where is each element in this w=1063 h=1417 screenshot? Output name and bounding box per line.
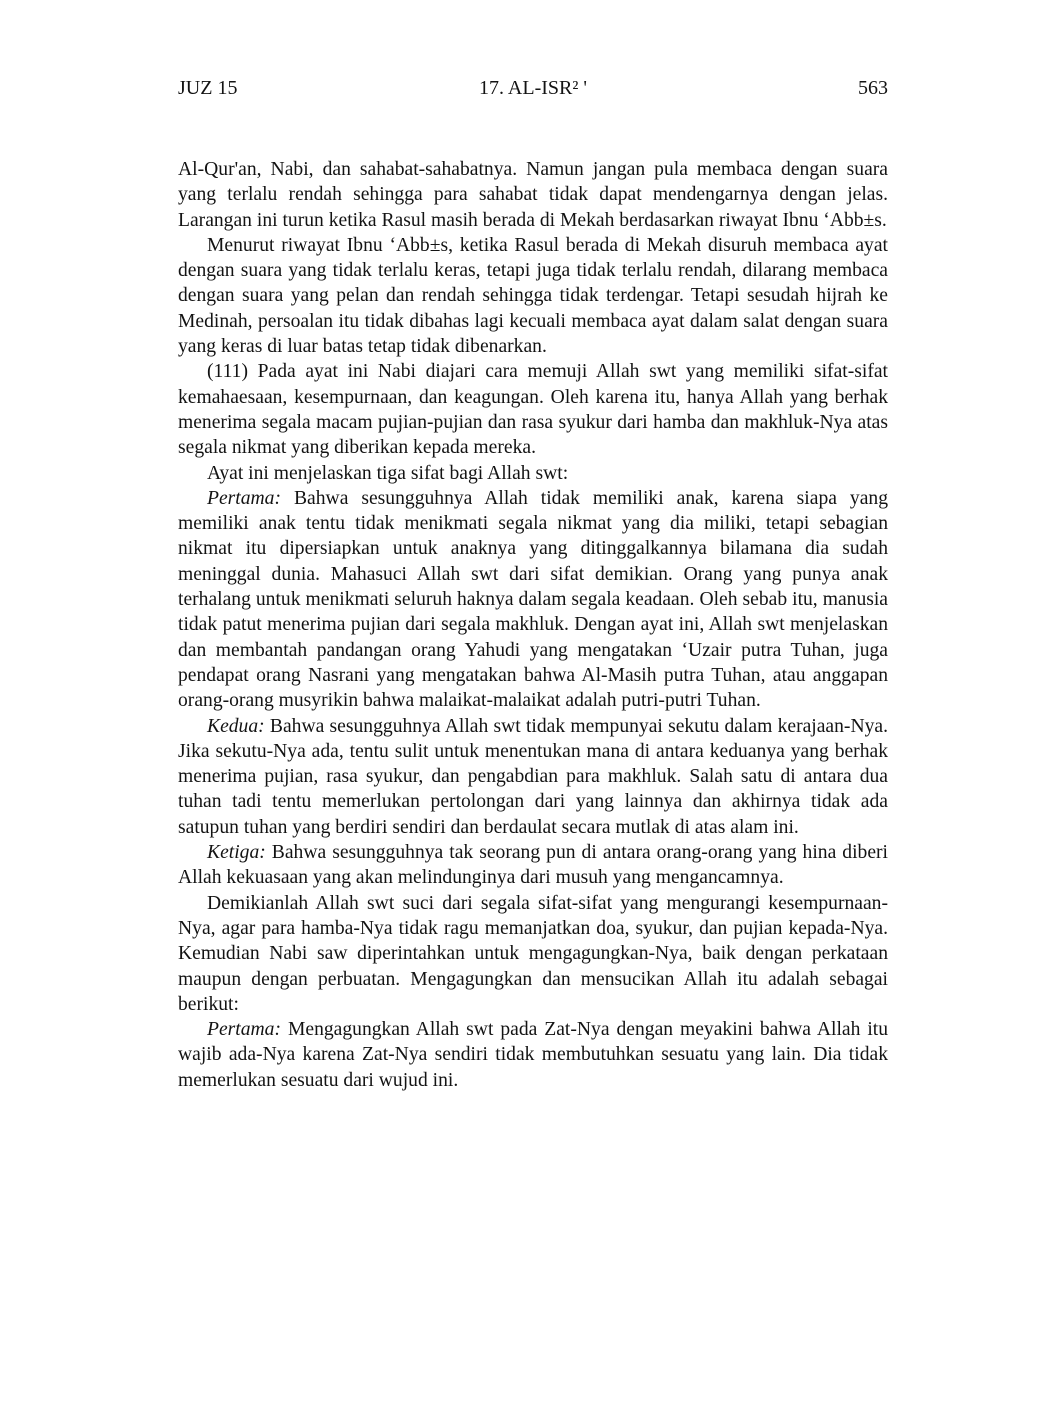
paragraph: Menurut riwayat Ibnu ‘Abb±s, ketika Rasul berada di Mekah disuruh membaca ayat dengan suara yang tidak terlalu keras, tetapi juga tidak terlalu rendah, dilarang membaca dengan suara yang pelan dan rendah sehingga tidak terdengar. Tetapi sesudah hijrah ke Medinah, persoalan itu tidak dibahas lagi kecuali membaca ayat dalam salat dengan suara yang keras di luar batas tetap tidak dibenarkan. xyxy=(178,234,888,358)
paragraph: Ketiga: Bahwa sesungguhnya tak seorang pun di antara orang-orang yang hina diberi Allah kekuasaan yang akan melindunginya dari musuh yang mengancamnya. xyxy=(178,842,889,889)
paragraph: Demikianlah Allah swt suci dari segala sifat-sifat yang mengurangi kesempurnaan-Nya, agar para hamba-Nya tidak ragu memanjatkan doa, syukur, dan pujian kepada-Nya. Kemudian Nabi saw diperintahkan untuk mengagungkan-Nya, baik dengan perkataan maupun dengan perbuatan. Mengagungkan dan mensucikan Allah itu adalah sebagai berikut: xyxy=(178,892,888,1015)
paragraph-lead-italic: Pertama: xyxy=(207,487,294,509)
header-juz: JUZ 15 xyxy=(178,77,238,99)
paragraph: Pertama: Mengagungkan Allah swt pada Zat-Nya dengan meyakini bahwa Allah itu wajib ada-Nya karena Zat-Nya sendiri tidak membutuhkan sesuatu yang lain. Dia tidak memerlukan sesuatu dari wujud ini. xyxy=(178,1019,889,1091)
paragraph: Pertama: Bahwa sesungguhnya Allah tidak memiliki anak, karena siapa yang memiliki anak tentu tidak menikmati segala nikmat yang dia miliki, tetapi sebagian nikmat itu dipersiapkan untuk anaknya yang ditinggalkannya bilamana dia sudah meninggal dunia. Mahasuci Allah swt dari sifat demikian. Orang yang punya anak terhalang untuk menikmati seluruh haknya dalam segala keadaan. Oleh sebab itu, manusia tidak patut menerima pujian dari segala makhluk. Dengan ayat ini, Allah swt menjelaskan dan membantah pandangan orang Yahudi yang mengatakan ‘Uzair putra Tuhan, juga pendapat orang Nasrani yang mengatakan bahwa Al-Masih putra Tuhan, atau anggapan orang-orang musyrikin bahwa malaikat-malaikat adalah putri-putri Tuhan. xyxy=(178,487,889,712)
header-page-number: 563 xyxy=(858,77,888,99)
paragraph: (111) Pada ayat ini Nabi diajari cara memuji Allah swt yang memiliki sifat-sifat kemahaesaan, kesempurnaan, dan keagungan. Oleh karena itu, hanya Allah yang berhak menerima segala macam pujian-pujian dan rasa syukur dari hamba dan makhluk-Nya atas segala nikmat yang diberikan kepada mereka. xyxy=(178,361,888,459)
paragraph: Ayat ini menjelaskan tiga sifat bagi Allah swt: xyxy=(207,462,569,484)
page-header xyxy=(178,76,888,100)
paragraph: Al-Qur'an, Nabi, dan sahabat-sahabatnya. Namun jangan pula membaca dengan suara yang terlalu rendah sehingga para sahabat tidak dapat mendengarnya dengan jelas. Larangan ini turun ketika Rasul masih berada di Mekah berdasarkan riwayat Ibnu ‘Abb±s. xyxy=(178,159,888,231)
header-surah-title: 17. AL-ISR² ' xyxy=(479,77,587,99)
paragraph: Kedua: Bahwa sesungguhnya Allah swt tidak mempunyai sekutu dalam kerajaan-Nya. Jika sekutu-Nya ada, tentu sulit untuk menentukan mana di antara keduanya yang berhak menerima pujian, rasa syukur, dan pengabdian para makhluk. Salah satu di antara dua tuhan tadi tentu memerlukan pertolongan dari yang lainnya dan akhirnya tidak ada satupun tuhan yang berdiri sendiri dan berdaulat secara mutlak di atas alam ini. xyxy=(178,715,888,838)
body-paragraphs xyxy=(178,157,888,1093)
paragraph-lead-italic: Ketiga: xyxy=(207,842,272,864)
paragraph-lead-italic: Pertama: xyxy=(207,1019,288,1041)
paragraph-lead-italic: Kedua: xyxy=(207,715,270,737)
